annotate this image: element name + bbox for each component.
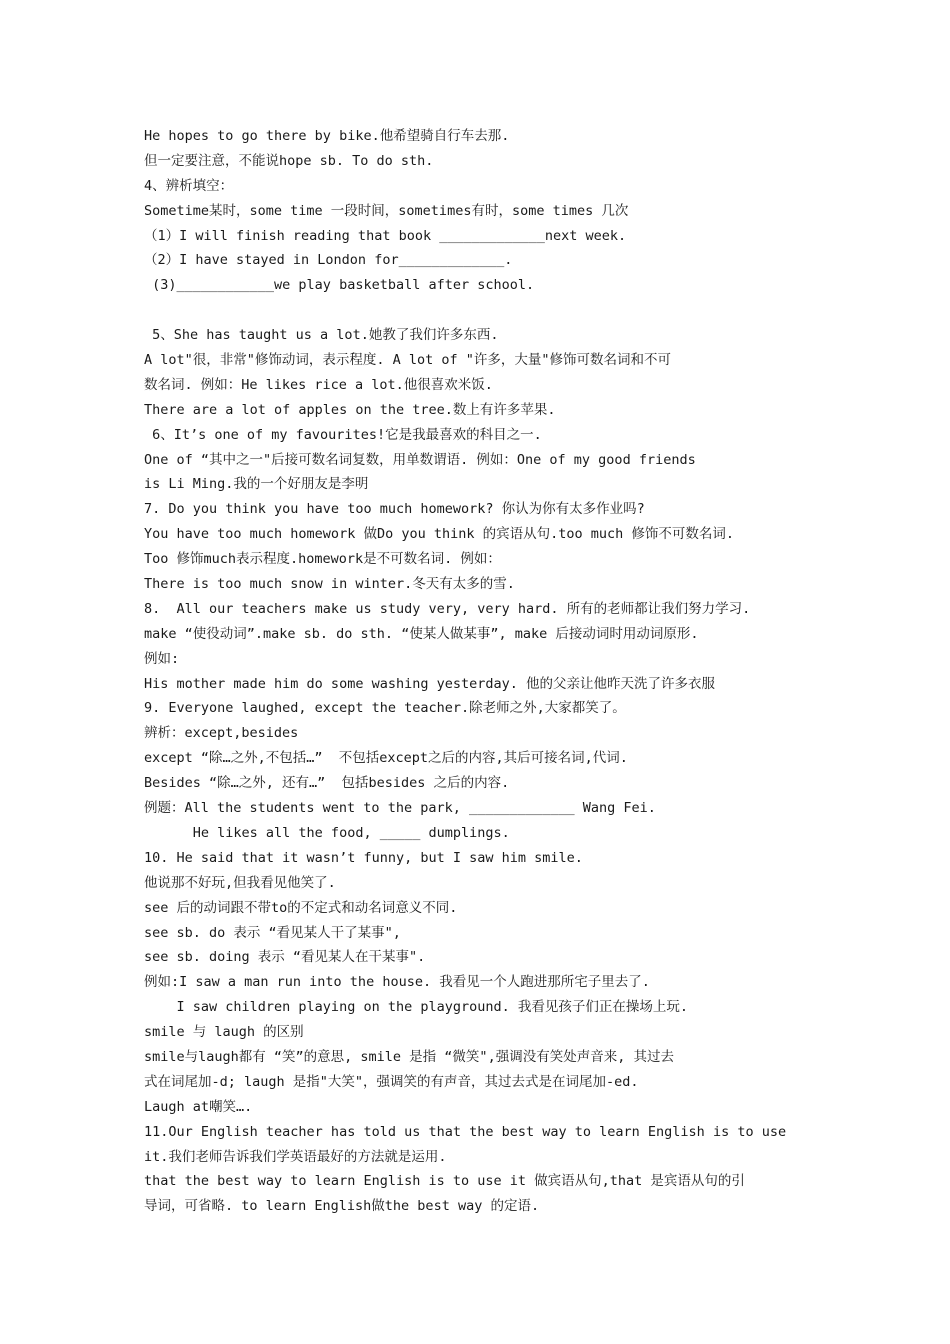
text-line: 式在词尾加-d; laugh 是指"大笑"，强调笑的有声音，其过去式是在词尾加-ed. (144, 1073, 639, 1090)
section-heading: 9. Everyone laughed, except the teacher.除老师之外,大家都笑了。 (144, 700, 626, 717)
text-line: see 后的动词跟不带to的不定式和动名词意义不同. (144, 899, 458, 916)
exercise-item: （1）I will finish reading that book _____________next week. (144, 227, 627, 244)
text-line: 但一定要注意，不能说hope sb. To do sth. (144, 152, 434, 169)
document-body (144, 124, 814, 1219)
text-line: 数名词. 例如：He likes rice a lot.他很喜欢米饭. (144, 376, 493, 393)
text-line: Laugh at嘲笑…. (144, 1098, 253, 1115)
exercise-item: (3)____________we play basketball after school. (144, 277, 535, 294)
section-heading: 4、辨析填空： (144, 177, 234, 194)
section-heading: 10. He said that it wasn’t funny, but I saw him smile. (144, 849, 583, 866)
text-line: Besides “除…之外, 还有…” 包括besides 之后的内容. (144, 775, 510, 792)
section-heading: 6、It’s one of my favourites!它是我最喜欢的科目之一. (144, 426, 542, 443)
text-line: that the best way to learn English is to use it 做宾语从句,that 是宾语从句的引 (144, 1173, 745, 1190)
text-line: except “除…之外,不包括…” 不包括except之后的内容,其后可接名词,代词. (144, 750, 628, 767)
text-line: Too 修饰much表示程度.homework是不可数名词. 例如： (144, 551, 501, 568)
text-line: His mother made him do some washing yesterday. 他的父亲让他昨天洗了许多衣服 (144, 675, 716, 692)
exercise-item: （2）I have stayed in London for_____________. (144, 252, 513, 269)
text-line: You have too much homework 做Do you think 的宾语从句.too much 修饰不可数名词. (144, 526, 735, 543)
text-line: is Li Ming.我的一个好朋友是李明 (144, 476, 369, 493)
section-heading: 11.Our English teacher has told us that the best way to learn English is to use (144, 1123, 787, 1140)
text-line: 例如: (144, 650, 180, 667)
text-line: He hopes to go there by bike.他希望骑自行车去那. (144, 128, 510, 144)
text-line: see sb. doing 表示 “看见某人在干某事". (144, 949, 426, 966)
text-line: There are a lot of apples on the tree.数上有许多苹果. (144, 401, 556, 418)
exercise-item: He likes all the food, _____ dumplings. (144, 824, 510, 841)
text-line: smile 与 laugh 的区别 (144, 1024, 304, 1041)
section-heading: 5、She has taught us a lot.她教了我们许多东西. (144, 327, 499, 344)
text-line: I saw children playing on the playground. 我看见孩子们正在操场上玩. (144, 999, 689, 1016)
section-heading: 7. Do you think you have too much homework? 你认为你有太多作业吗? (144, 501, 645, 518)
text-line: 例如:I saw a man run into the house. 我看见一个人跑进那所宅子里去了. (144, 974, 650, 991)
text-line: see sb. do 表示 “看见某人干了某事", (144, 924, 401, 941)
text-line: 辨析：except,besides (144, 725, 299, 742)
text-line: 导词，可省略. to learn English做the best way 的定语. (144, 1198, 540, 1215)
text-line: make “使役动词”.make sb. do sth. “使某人做某事”, make 后接动词时用动词原形. (144, 625, 699, 642)
text-line: 他说那不好玩,但我看见他笑了. (144, 874, 336, 891)
blank-line (144, 298, 814, 323)
text-line: There is too much snow in winter.冬天有太多的雪. (144, 576, 515, 593)
text-line: A lot"很，非常"修饰动词，表示程度. A lot of "许多，大量"修饰可数名词和不可 (144, 352, 672, 369)
exercise-item: 例题：All the students went to the park, _____________ Wang Fei. (144, 800, 656, 817)
section-heading: 8. All our teachers make us study very, very hard. 所有的老师都让我们努力学习. (144, 600, 751, 617)
text-line: it.我们老师告诉我们学英语最好的方法就是运用. (144, 1148, 447, 1165)
text-line: One of “其中之一"后接可数名词复数，用单数谓语. 例如：One of my good friends (144, 451, 696, 468)
text-line: smile与laugh都有 “笑”的意思, smile 是指 “微笑",强调没有笑处声音来, 其过去 (144, 1048, 674, 1065)
text-line: Sometime某时，some time 一段时间，sometimes有时，some times 几次 (144, 202, 629, 219)
